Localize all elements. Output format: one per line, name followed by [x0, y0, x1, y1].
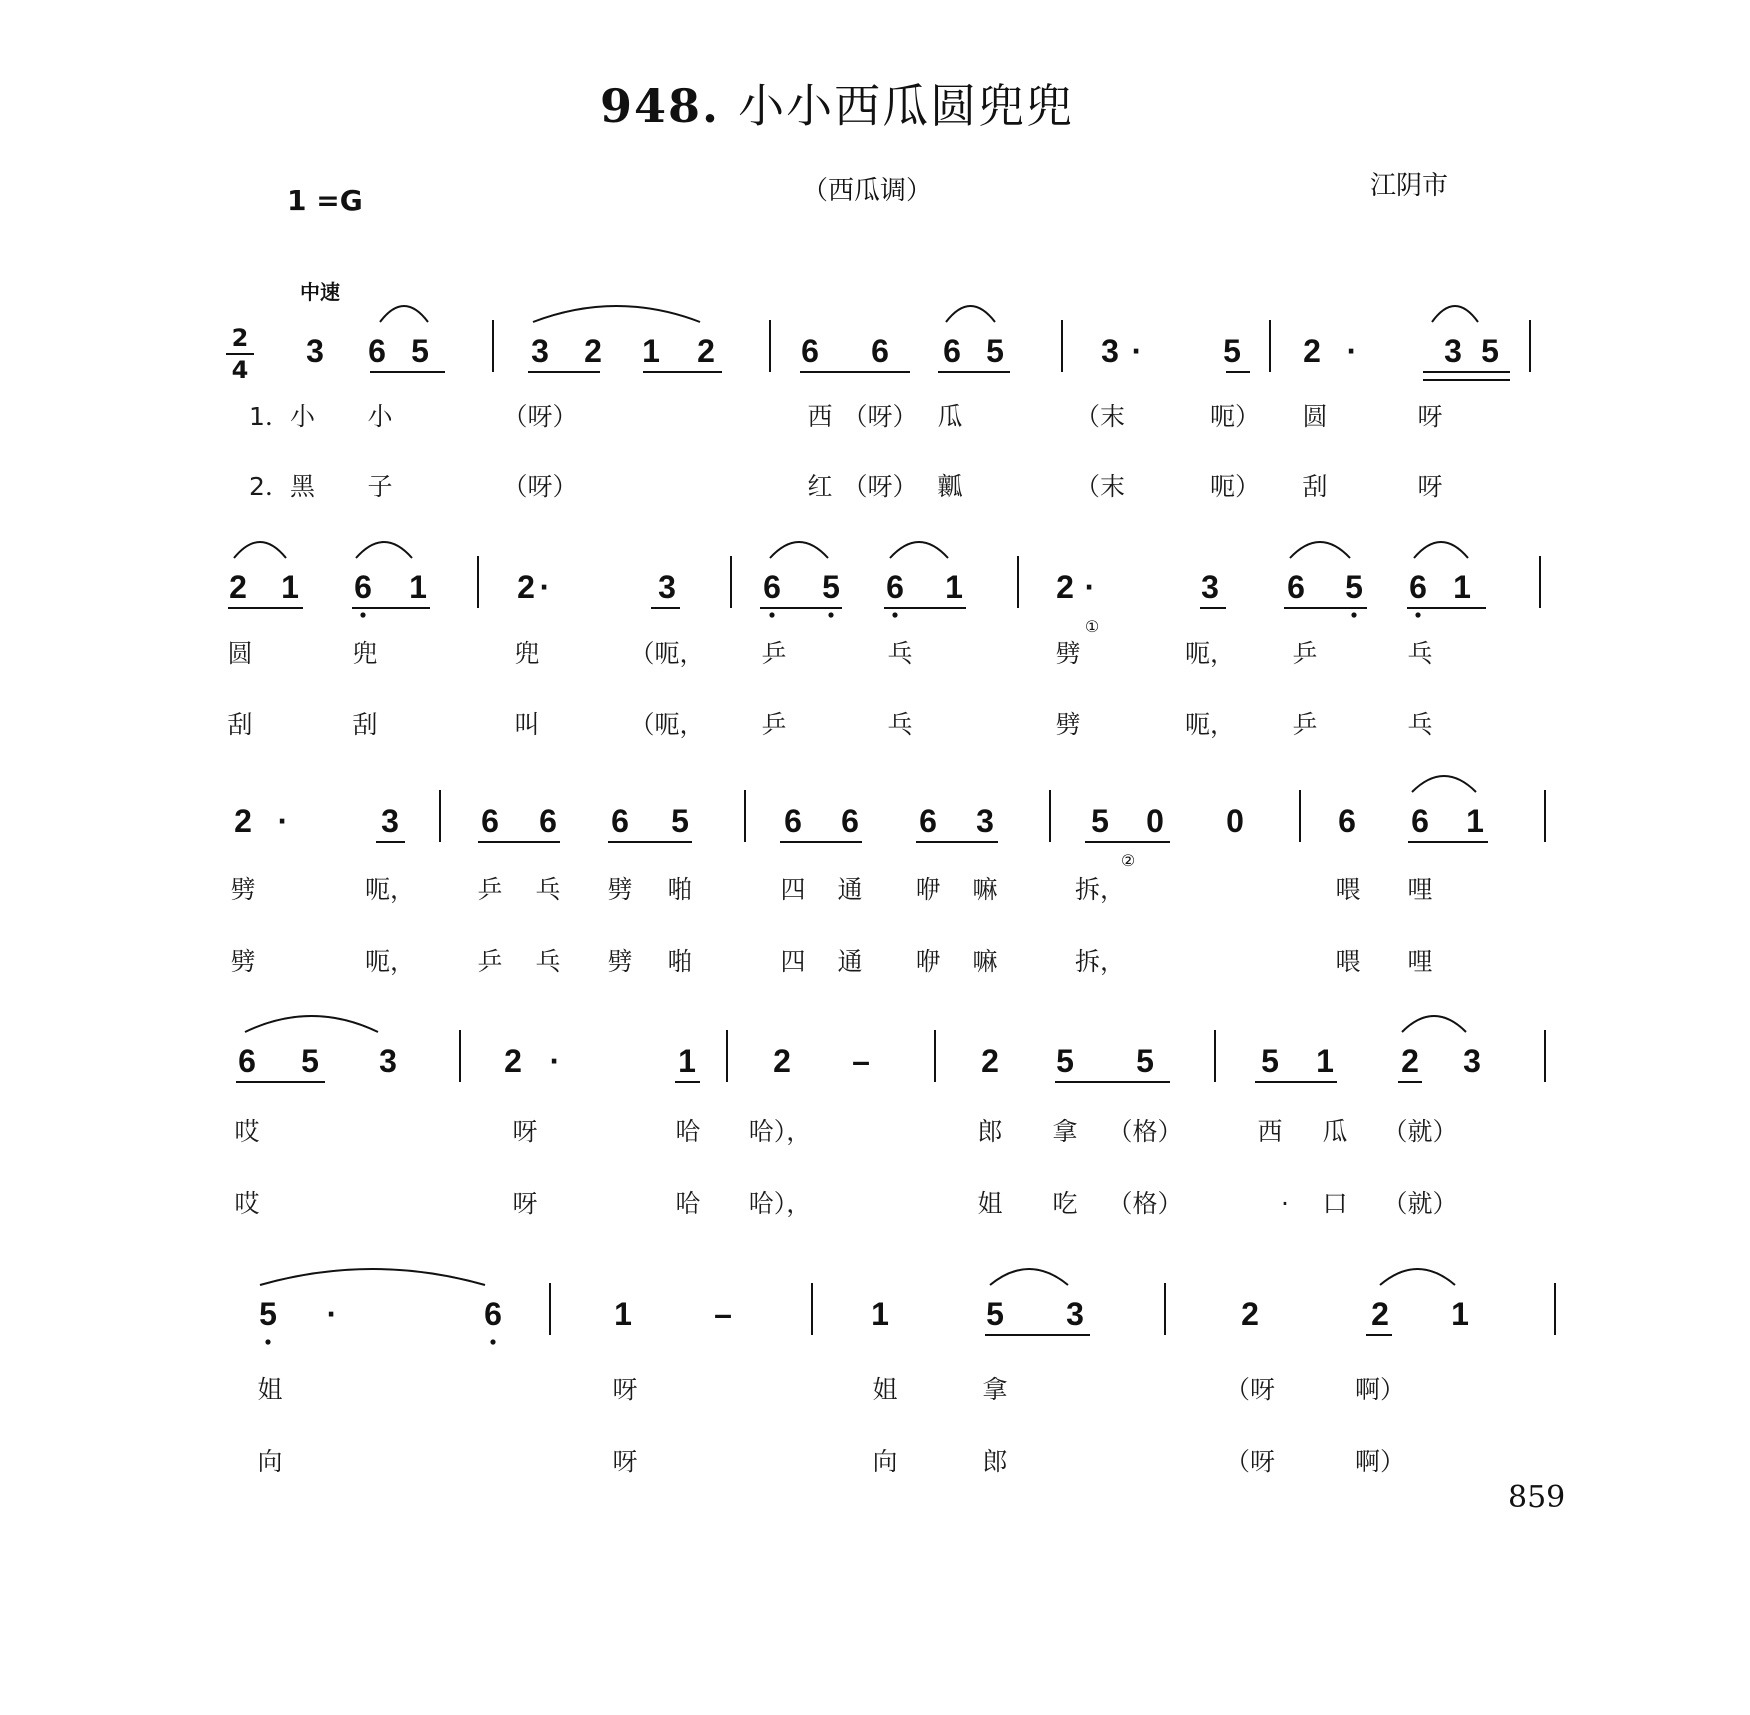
jianpu-note: 6 [368, 333, 386, 369]
slur-arc [770, 542, 828, 558]
lyric-verse-2: 郎 [982, 1447, 1008, 1476]
jianpu-note: 2 [1303, 333, 1321, 369]
lyric-verse-1: 四 [780, 875, 806, 904]
jianpu-note: 1 [281, 569, 299, 605]
jianpu-note: 2 [1056, 569, 1074, 605]
lyric-verse-1: （呀） [842, 402, 918, 431]
lyric-verse-1: 圆 [227, 639, 253, 668]
jianpu-note: 5 [259, 1296, 277, 1332]
lyric-verse-1: 呀 [612, 1375, 638, 1404]
lyric-verse-1: （呀 [1224, 1375, 1276, 1404]
lyric-verse-2: 乓 [1407, 710, 1433, 739]
lyric-verse-2: 口 [1322, 1189, 1348, 1218]
lyric-verse-2: 咿 [915, 947, 941, 976]
jianpu-note: 2 [981, 1043, 999, 1079]
lyric-verse-2: · [1281, 1189, 1289, 1218]
jianpu-note: 3 [1463, 1043, 1481, 1079]
lyric-verse-2: 四 [780, 947, 806, 976]
lyric-verse-1: 劈 [230, 875, 256, 904]
lyric-verse-1: 呀 [1417, 402, 1443, 431]
jianpu-note: 1 [945, 569, 963, 605]
lyric-verse-1: 呀 [512, 1117, 538, 1146]
lyric-verse-2: 向 [257, 1447, 283, 1476]
jianpu-note: 5 [1136, 1043, 1154, 1079]
octave-dot-below [769, 612, 774, 617]
jianpu-note: 6 [801, 333, 819, 369]
slur-arc [890, 542, 948, 558]
jianpu-note: 3 [1101, 333, 1119, 369]
lyric-verse-1: 劈 [607, 875, 633, 904]
lyric-verse-2: 哩 [1407, 947, 1433, 976]
jianpu-note: 5 [986, 1296, 1004, 1332]
lyric-verse-2: 乒 [477, 947, 503, 976]
lyric-verse-2: （呃， [629, 710, 705, 739]
footnote-mark: ① [1084, 617, 1100, 636]
jianpu-note: · [549, 1043, 561, 1079]
jianpu-note: 3 [1201, 569, 1219, 605]
jianpu-note: 6 [1409, 569, 1427, 605]
lyric-verse-1: （格） [1107, 1117, 1183, 1146]
lyric-verse-2: 劈 [607, 947, 633, 976]
lyric-verse-1: 1．小 [249, 402, 315, 431]
slur-arc [380, 306, 428, 322]
lyric-verse-2: （呀） [502, 472, 578, 501]
lyric-verse-1: 咿 [915, 875, 941, 904]
jianpu-note: 0 [1226, 803, 1244, 839]
slur-arc [990, 1269, 1068, 1285]
slur-arc [1432, 306, 1478, 322]
lyric-verse-1: 哎 [234, 1117, 260, 1146]
lyric-verse-1: 圆 [1302, 402, 1328, 431]
lyric-verse-1: （呀） [502, 402, 578, 431]
lyric-verse-2: 哎 [234, 1189, 260, 1218]
jianpu-note: 3 [381, 803, 399, 839]
jianpu-note: 3 [976, 803, 994, 839]
lyric-verse-1: 哈）， [748, 1117, 812, 1146]
jianpu-note: 6 [943, 333, 961, 369]
lyric-verse-2: 拆， [1074, 947, 1126, 976]
page-number: 859 [1508, 1480, 1566, 1515]
jianpu-note: 2 [229, 569, 247, 605]
jianpu-note: · [539, 569, 551, 605]
lyric-verse-2: 向 [872, 1447, 898, 1476]
lyric-verse-2: 喂 [1335, 947, 1361, 976]
jianpu-note: 5 [1345, 569, 1363, 605]
octave-dot-below [1415, 612, 1420, 617]
jianpu-note: 6 [484, 1296, 502, 1332]
jianpu-note: 3 [306, 333, 324, 369]
lyric-verse-2: 刮 [1302, 472, 1328, 501]
lyric-verse-1: 兜 [352, 639, 378, 668]
jianpu-note: 2 [234, 803, 252, 839]
jianpu-note: 5 [301, 1043, 319, 1079]
jianpu-note: 2 [504, 1043, 522, 1079]
lyric-verse-2: 姐 [977, 1189, 1003, 1218]
lyric-verse-2: 乒 [761, 710, 787, 739]
lyric-verse-2: 呃， [364, 947, 416, 976]
tune-mode: （西瓜调） [802, 176, 933, 206]
jianpu-note: 5 [822, 569, 840, 605]
lyric-verse-2: 劈 [1055, 710, 1081, 739]
jianpu-note: 1 [678, 1043, 696, 1079]
jianpu-note: 1 [1451, 1296, 1469, 1332]
lyric-verse-1: 啪 [667, 875, 693, 904]
octave-dot-below [828, 612, 833, 617]
lyric-verse-1: 啊） [1354, 1375, 1406, 1404]
slur-arc [245, 1016, 378, 1032]
jianpu-note: 3 [1066, 1296, 1084, 1332]
lyric-verse-2: 乓 [535, 947, 561, 976]
lyric-verse-1: 瓜 [1322, 1117, 1348, 1146]
octave-dot-below [490, 1339, 495, 1344]
jianpu-note: 2 [584, 333, 602, 369]
lyric-verse-1: 呃， [364, 875, 416, 904]
jianpu-note: 5 [1223, 333, 1241, 369]
lyric-verse-1: 乓 [887, 639, 913, 668]
lyric-verse-2: 呀 [612, 1447, 638, 1476]
jianpu-note: 6 [841, 803, 859, 839]
jianpu-note: · [326, 1296, 338, 1332]
time-signature-top: 2 [231, 324, 249, 352]
lyric-verse-1: 通 [837, 875, 863, 904]
key-signature: 1 =G [287, 184, 363, 217]
lyric-verse-1: 乒 [761, 639, 787, 668]
jianpu-note: · [277, 803, 289, 839]
slur-arc [1414, 542, 1468, 558]
lyric-verse-2: 呀 [512, 1189, 538, 1218]
jianpu-note: 6 [1338, 803, 1356, 839]
slur-arc [234, 542, 286, 558]
lyric-verse-2: 刮 [227, 710, 253, 739]
lyric-verse-2: 叫 [514, 710, 540, 739]
jianpu-note: 2 [1401, 1043, 1419, 1079]
jianpu-note: 1 [642, 333, 660, 369]
lyric-verse-2: （呀） [842, 472, 918, 501]
jianpu-note: · [1346, 333, 1358, 369]
lyric-verse-2: 子 [367, 472, 393, 501]
lyric-verse-1: 拆， [1074, 875, 1126, 904]
jianpu-note: 1 [871, 1296, 889, 1332]
lyric-verse-1: 姐 [257, 1375, 283, 1404]
lyric-verse-1: 瓜 [937, 402, 963, 431]
jianpu-note: 2 [517, 569, 535, 605]
octave-dot-below [360, 612, 365, 617]
lyric-verse-1: 乒 [477, 875, 503, 904]
lyric-verse-2: 乒 [1292, 710, 1318, 739]
jianpu-note: 6 [919, 803, 937, 839]
lyric-verse-2: 嘛 [972, 947, 998, 976]
footnote-mark: ② [1120, 851, 1136, 870]
jianpu-note: 3 [531, 333, 549, 369]
lyric-verse-1: （呃， [629, 639, 705, 668]
jianpu-note: 1 [1453, 569, 1471, 605]
jianpu-note: · [1131, 333, 1143, 369]
lyric-verse-2: 哈）， [748, 1189, 812, 1218]
lyric-verse-2: 2．黑 [249, 472, 315, 501]
lyric-verse-1: 小 [367, 402, 393, 431]
song-number: 948. [600, 79, 721, 133]
jianpu-note: – [852, 1043, 870, 1079]
lyric-verse-1: 嘛 [972, 875, 998, 904]
lyric-verse-2: 啊） [1354, 1447, 1406, 1476]
jianpu-note: 6 [481, 803, 499, 839]
jianpu-note: 5 [1481, 333, 1499, 369]
lyric-verse-1: 劈 [1055, 639, 1081, 668]
jianpu-note: 1 [1316, 1043, 1334, 1079]
origin-place: 江阴市 [1370, 171, 1449, 201]
lyric-verse-1: 西 [807, 402, 833, 431]
jianpu-note: 3 [379, 1043, 397, 1079]
lyric-verse-1: 乒 [1292, 639, 1318, 668]
jianpu-note: 6 [539, 803, 557, 839]
slur-arc [1402, 1016, 1466, 1032]
lyric-verse-2: 通 [837, 947, 863, 976]
lyric-verse-2: （呀 [1224, 1447, 1276, 1476]
lyric-verse-2: 红 [807, 472, 833, 501]
jianpu-note: 3 [1444, 333, 1462, 369]
lyric-verse-2: （格） [1107, 1189, 1183, 1218]
slur-arc [1412, 776, 1476, 792]
jianpu-note: 5 [986, 333, 1004, 369]
jianpu-note: 2 [1371, 1296, 1389, 1332]
slur-arc [260, 1269, 485, 1285]
lyric-verse-2: 呀 [1417, 472, 1443, 501]
slur-arc [1380, 1269, 1455, 1285]
jianpu-note: 5 [1056, 1043, 1074, 1079]
lyric-verse-1: 西 [1257, 1117, 1283, 1146]
jianpu-note: 5 [671, 803, 689, 839]
lyric-verse-2: 呃） [1209, 472, 1261, 501]
slur-arc [533, 306, 700, 322]
lyric-verse-2: 哈 [675, 1189, 701, 1218]
jianpu-note: 5 [1091, 803, 1109, 839]
slur-arc [1290, 542, 1350, 558]
tempo-marking: 中速 [300, 280, 340, 304]
jianpu-note: 6 [871, 333, 889, 369]
lyric-verse-1: 姐 [872, 1375, 898, 1404]
jianpu-note: 2 [773, 1043, 791, 1079]
jianpu-note: 0 [1146, 803, 1164, 839]
jianpu-note: 1 [409, 569, 427, 605]
jianpu-note: 1 [1466, 803, 1484, 839]
lyric-verse-2: 劈 [230, 947, 256, 976]
lyric-verse-1: 呃， [1184, 639, 1236, 668]
lyric-verse-1: （末 [1074, 402, 1126, 431]
lyric-verse-1: 乓 [535, 875, 561, 904]
slur-arc [356, 542, 412, 558]
lyric-verse-1: 兜 [514, 639, 540, 668]
lyric-verse-1: 拿 [1052, 1117, 1078, 1146]
jianpu-note: 5 [411, 333, 429, 369]
lyric-verse-2: 啪 [667, 947, 693, 976]
lyric-verse-1: 哈 [675, 1117, 701, 1146]
jianpu-note: 6 [611, 803, 629, 839]
jianpu-note: 6 [886, 569, 904, 605]
jianpu-note: 6 [784, 803, 802, 839]
jianpu-note: – [714, 1296, 732, 1332]
jianpu-note: 5 [1261, 1043, 1279, 1079]
jianpu-note: 1 [614, 1296, 632, 1332]
jianpu-note: 3 [658, 569, 676, 605]
jianpu-note: 6 [1411, 803, 1429, 839]
lyric-verse-1: 郎 [977, 1117, 1003, 1146]
jianpu-note: 6 [763, 569, 781, 605]
time-signature-bottom: 4 [231, 356, 249, 384]
octave-dot-below [265, 1339, 270, 1344]
octave-dot-below [1351, 612, 1356, 617]
lyric-verse-2: 瓤 [937, 472, 963, 501]
lyric-verse-1: 喂 [1335, 875, 1361, 904]
lyric-verse-1: 呃） [1209, 402, 1261, 431]
lyric-verse-1: （就） [1382, 1117, 1458, 1146]
jianpu-note: 6 [1287, 569, 1305, 605]
jianpu-note: · [1084, 569, 1096, 605]
jianpu-note: 6 [238, 1043, 256, 1079]
song-name: 小小西瓜圆兜兜 [738, 79, 1075, 133]
lyric-verse-2: 乓 [887, 710, 913, 739]
jianpu-note: 2 [697, 333, 715, 369]
lyric-verse-2: 吃 [1052, 1189, 1078, 1218]
lyric-verse-1: 乓 [1407, 639, 1433, 668]
lyric-verse-2: （就） [1382, 1189, 1458, 1218]
jianpu-note: 2 [1241, 1296, 1259, 1332]
octave-dot-below [892, 612, 897, 617]
slur-arc [946, 306, 995, 322]
jianpu-note: 6 [354, 569, 372, 605]
lyric-verse-2: （末 [1074, 472, 1126, 501]
lyric-verse-2: 呃， [1184, 710, 1236, 739]
lyric-verse-1: 拿 [982, 1375, 1008, 1404]
lyric-verse-1: 哩 [1407, 875, 1433, 904]
lyric-verse-2: 刮 [352, 710, 378, 739]
